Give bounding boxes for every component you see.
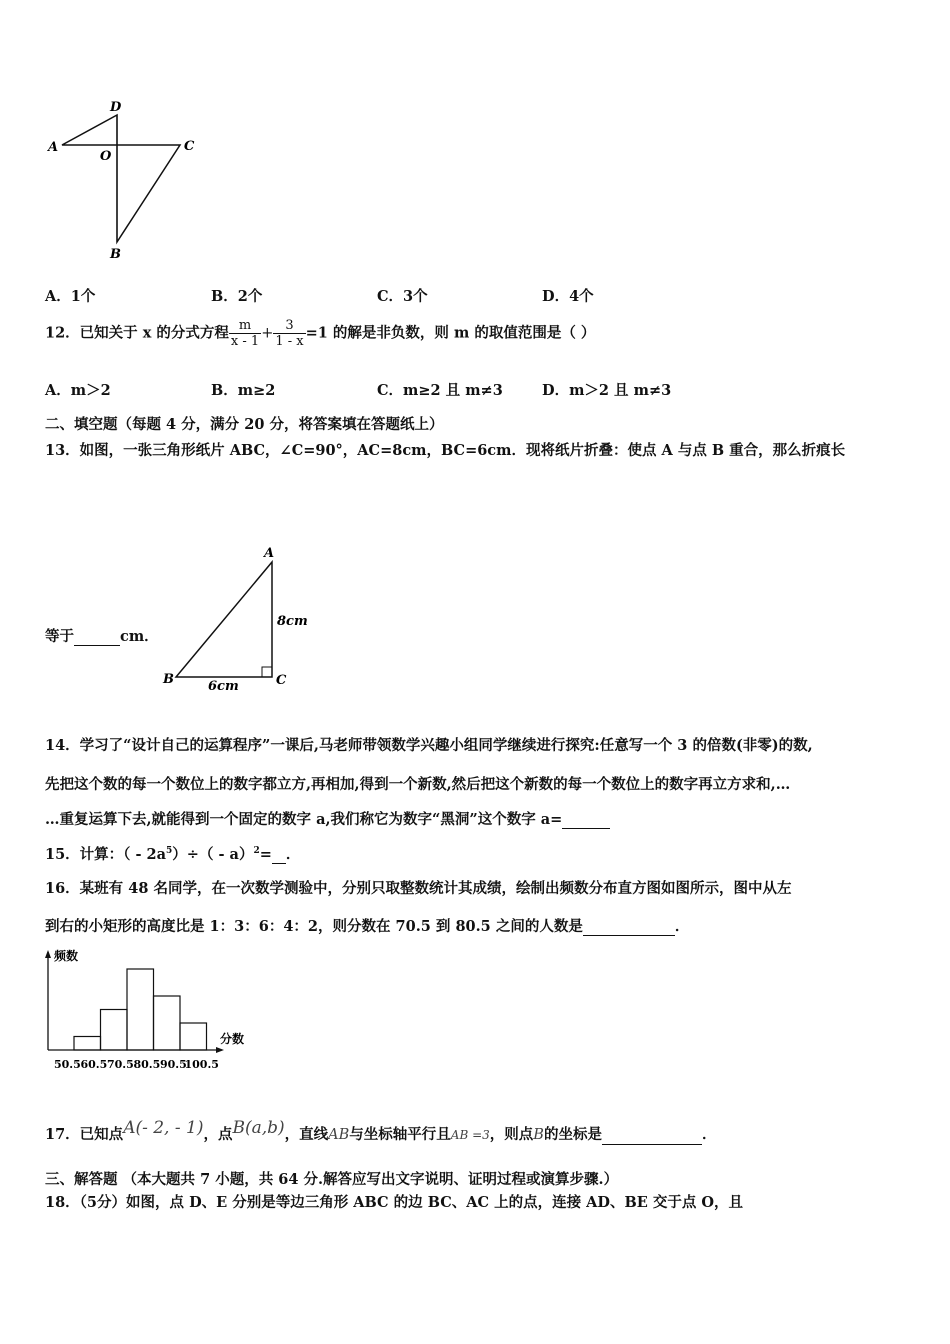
histogram-bar (101, 1010, 128, 1051)
answer-blank[interactable] (272, 846, 286, 864)
exp-2: 2 (253, 846, 260, 857)
fraction-1 (229, 318, 261, 349)
q15-eq: = (259, 846, 272, 863)
q11-option-a: A．1个 (45, 288, 96, 305)
fraction-2 (273, 318, 305, 349)
histogram-bar (180, 1023, 207, 1050)
q17-mid1: ，点 (203, 1126, 233, 1143)
label-A: A (264, 546, 275, 561)
q12-suffix: =1 的解是非负数，则 m 的取值范围是（ ） (305, 324, 596, 342)
answer-blank[interactable] (583, 918, 675, 936)
q15-mid: ）÷（ - a） (172, 846, 254, 863)
q12-option-a: A．m＞2 (45, 382, 111, 399)
q11-option-d: D．4个 (542, 288, 594, 305)
x-tick-label: 80.5 (133, 1058, 161, 1071)
y-axis-label: 频数 (54, 949, 79, 963)
q17-mid3: 与坐标轴平行且 (349, 1126, 451, 1143)
q17-question (45, 1113, 716, 1150)
point-b-ref: B (533, 1127, 544, 1143)
q13-answer (45, 625, 159, 646)
label-B: B (163, 672, 174, 687)
label-O: O (100, 149, 112, 164)
f2-num: 3 (273, 318, 305, 334)
q14-line-1: 14．学习了“设计自己的运算程序”一课后,马老师带领数学兴趣小组同学继续进行探究:任意写一个 3 的倍数(非零)的数, (45, 737, 813, 754)
q15-text: 15．计算：（ - 2a (45, 846, 167, 863)
q12-option-b: B．m≥2 (211, 382, 276, 399)
x-tick-label: 70.5 (107, 1058, 134, 1071)
q17-mid4: ，则点 (489, 1126, 534, 1143)
x-tick-label: 100.5 (184, 1058, 219, 1071)
q17-suffix: 的坐标是 (543, 1126, 602, 1143)
triangle-figure (162, 546, 308, 694)
q16-line-2 (45, 915, 689, 936)
q18-text: 18．（5分）如图，点 D、E 分别是等边三角形 ABC 的边 BC、AC 上的点，连接 AD、BE 交于点 O，且 (45, 1194, 744, 1211)
label-C: C (184, 139, 195, 154)
q14-text: …重复运算下去,就能得到一个固定的数字 a,我们称它为数字“黑洞”这个数字 a= (45, 811, 563, 828)
f2-den: 1 - x (275, 334, 304, 349)
x-tick-label: 90.5 (160, 1058, 187, 1071)
histogram-bar (127, 969, 154, 1050)
exp-1: 5 (166, 846, 173, 857)
q16-text: 到右的小矩形的高度比是 1：3：6：4：2，则分数在 70.5 到 80.5 之间的人数是 (45, 918, 583, 935)
label-D: D (110, 100, 122, 115)
q12-prefix: 12．已知关于 x 的分式方程 (45, 324, 229, 342)
q15-tail: ． (285, 846, 301, 863)
x-tick-label: 50.5 (54, 1058, 81, 1071)
q15-question (45, 843, 300, 864)
q11-option-c: C．3个 (377, 288, 428, 305)
section-2-heading: 二、填空题（每题 4 分，满分 20 分，将答案填在答题纸上） (45, 416, 444, 433)
q17-tail: ． (701, 1126, 717, 1143)
q17-mid2: ，直线 (284, 1126, 329, 1143)
histogram (45, 948, 244, 1071)
q16-line-1: 16．某班有 48 名同学，在一次数学测验中，分别只取整数统计其成绩，绘制出频数分布直方图如图所示，图中从左 (45, 880, 792, 897)
histogram-bar (74, 1037, 101, 1051)
q17-prefix: 17．已知点 (45, 1126, 124, 1143)
kite-figure (46, 100, 195, 262)
label-A: A (48, 140, 59, 155)
q13-text: 13．如图，一张三角形纸片 ABC，∠C=90°，AC=8cm，BC=6cm．现将纸片折叠：使点 A 与点 B 重合，那么折痕长 (45, 442, 846, 459)
line-ab: AB (328, 1127, 350, 1143)
label-ac: 8cm (277, 614, 308, 629)
section-3-heading: 三、解答题 （本大题共 7 小题，共 64 分.解答应写出文字说明、证明过程或演算步骤.） (45, 1171, 619, 1188)
answer-blank[interactable] (602, 1126, 702, 1145)
point-b: B(a,b) (232, 1118, 285, 1138)
q12-option-c: C．m≥2 且 m≠3 (377, 382, 503, 399)
label-B: B (110, 247, 121, 262)
point-a: A(- 2, - 1) (123, 1118, 204, 1138)
label-C: C (276, 673, 287, 688)
q11-option-b: B．2个 (211, 288, 263, 305)
plus: + (261, 325, 274, 342)
answer-suffix: cm． (120, 628, 159, 645)
answer-blank[interactable] (562, 811, 610, 829)
q16-tail: ． (674, 918, 690, 935)
q12-option-d: D．m＞2 且 m≠3 (542, 382, 672, 399)
label-bc: 6cm (208, 679, 239, 694)
x-axis-label: 分数 (220, 1032, 245, 1046)
histogram-bar (154, 996, 181, 1050)
answer-blank[interactable] (74, 628, 120, 646)
f1-den: x - 1 (230, 334, 260, 349)
q14-line-3 (45, 808, 610, 829)
f1-num: m (229, 318, 261, 334)
q14-line-2: 先把这个数的每一个数位上的数字都立方,再相加,得到一个新数,然后把这个新数的每一个数位上的数字再立方求和,… (45, 776, 791, 793)
x-tick-label: 60.5 (80, 1058, 108, 1071)
answer-prefix: 等于 (45, 628, 74, 645)
ab-length: AB =3 (450, 1128, 490, 1142)
q12-question (45, 318, 595, 349)
